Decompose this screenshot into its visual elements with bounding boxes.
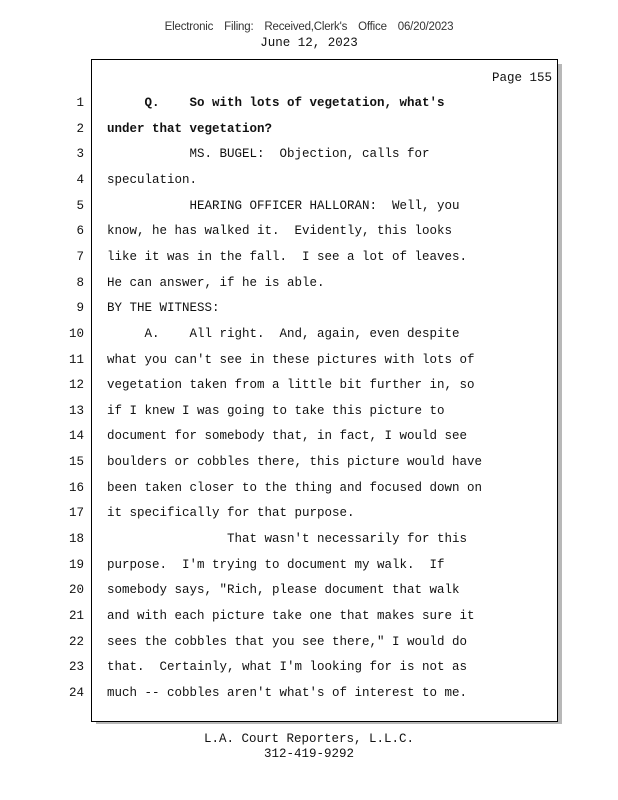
transcript-line: boulders or cobbles there, this picture would have: [107, 455, 483, 469]
transcript-line: sees the cobbles that you see there," I would do: [107, 635, 468, 649]
transcript-line: if I knew I was going to take this picture to: [107, 404, 445, 418]
transcript-line: what you can't see in these pictures with lots of: [107, 353, 475, 367]
transcript-line: HEARING OFFICER HALLORAN: Well, you: [107, 199, 460, 213]
transcript-line: that. Certainly, what I'm looking for is not as: [107, 660, 468, 674]
line-number: 3: [76, 147, 84, 161]
transcript-line: He can answer, if he is able.: [107, 276, 325, 290]
line-number: 21: [68, 609, 84, 623]
transcript-line: been taken closer to the thing and focused down on: [107, 481, 483, 495]
transcript-line: like it was in the fall. I see a lot of leaves.: [107, 250, 468, 264]
line-number: 7: [76, 250, 84, 264]
transcript-line: much -- cobbles aren't what's of interest to me.: [107, 686, 468, 700]
line-number: 19: [68, 558, 84, 572]
line-number: 5: [76, 199, 84, 213]
transcript-line: vegetation taken from a little bit further in, so: [107, 378, 475, 392]
line-number: 17: [68, 506, 84, 520]
line-number: 15: [68, 455, 84, 469]
line-number: 4: [76, 173, 84, 187]
line-number: 18: [68, 532, 84, 546]
reporter-phone: 312-419-9292: [263, 747, 354, 761]
line-number: 12: [68, 378, 84, 392]
line-number: 1: [76, 96, 84, 110]
line-number: 23: [68, 660, 84, 674]
transcript-line: somebody says, "Rich, please document that walk: [107, 583, 460, 597]
transcript-line: speculation.: [107, 173, 198, 187]
line-number: 8: [76, 276, 84, 290]
transcript-line: document for somebody that, in fact, I would see: [107, 429, 468, 443]
transcript-line: under that vegetation?: [107, 122, 273, 136]
footer: [0, 732, 618, 762]
page-number: Page 155: [491, 71, 552, 85]
reporter-company: L.A. Court Reporters, L.L.C.: [203, 732, 415, 746]
transcript-line: know, he has walked it. Evidently, this looks: [107, 224, 453, 238]
line-number: 2: [76, 122, 84, 136]
transcript-line: A. All right. And, again, even despite: [107, 327, 460, 341]
line-number: 10: [68, 327, 84, 341]
transcript-date: June 12, 2023: [260, 36, 358, 50]
line-number: 14: [68, 429, 84, 443]
transcript-line: purpose. I'm trying to document my walk. If: [107, 558, 445, 572]
transcript-line: and with each picture take one that makes sure it: [107, 609, 475, 623]
line-number: 9: [76, 301, 84, 315]
line-number: 11: [68, 353, 84, 367]
transcript-line: BY THE WITNESS:: [107, 301, 220, 315]
line-number: 22: [68, 635, 84, 649]
line-number: 24: [68, 686, 84, 700]
line-number: 20: [68, 583, 84, 597]
transcript-line: it specifically for that purpose.: [107, 506, 355, 520]
transcript-line: MS. BUGEL: Objection, calls for: [107, 147, 430, 161]
transcript-line: Q. So with lots of vegetation, what's: [107, 96, 445, 110]
transcript-line: That wasn't necessarily for this: [107, 532, 468, 546]
efiling-stamp: Electronic Filing: Received,Clerk's Office 06/20/2023: [164, 21, 454, 33]
line-number: 13: [68, 404, 84, 418]
line-number: 16: [68, 481, 84, 495]
line-number: 6: [76, 224, 84, 238]
